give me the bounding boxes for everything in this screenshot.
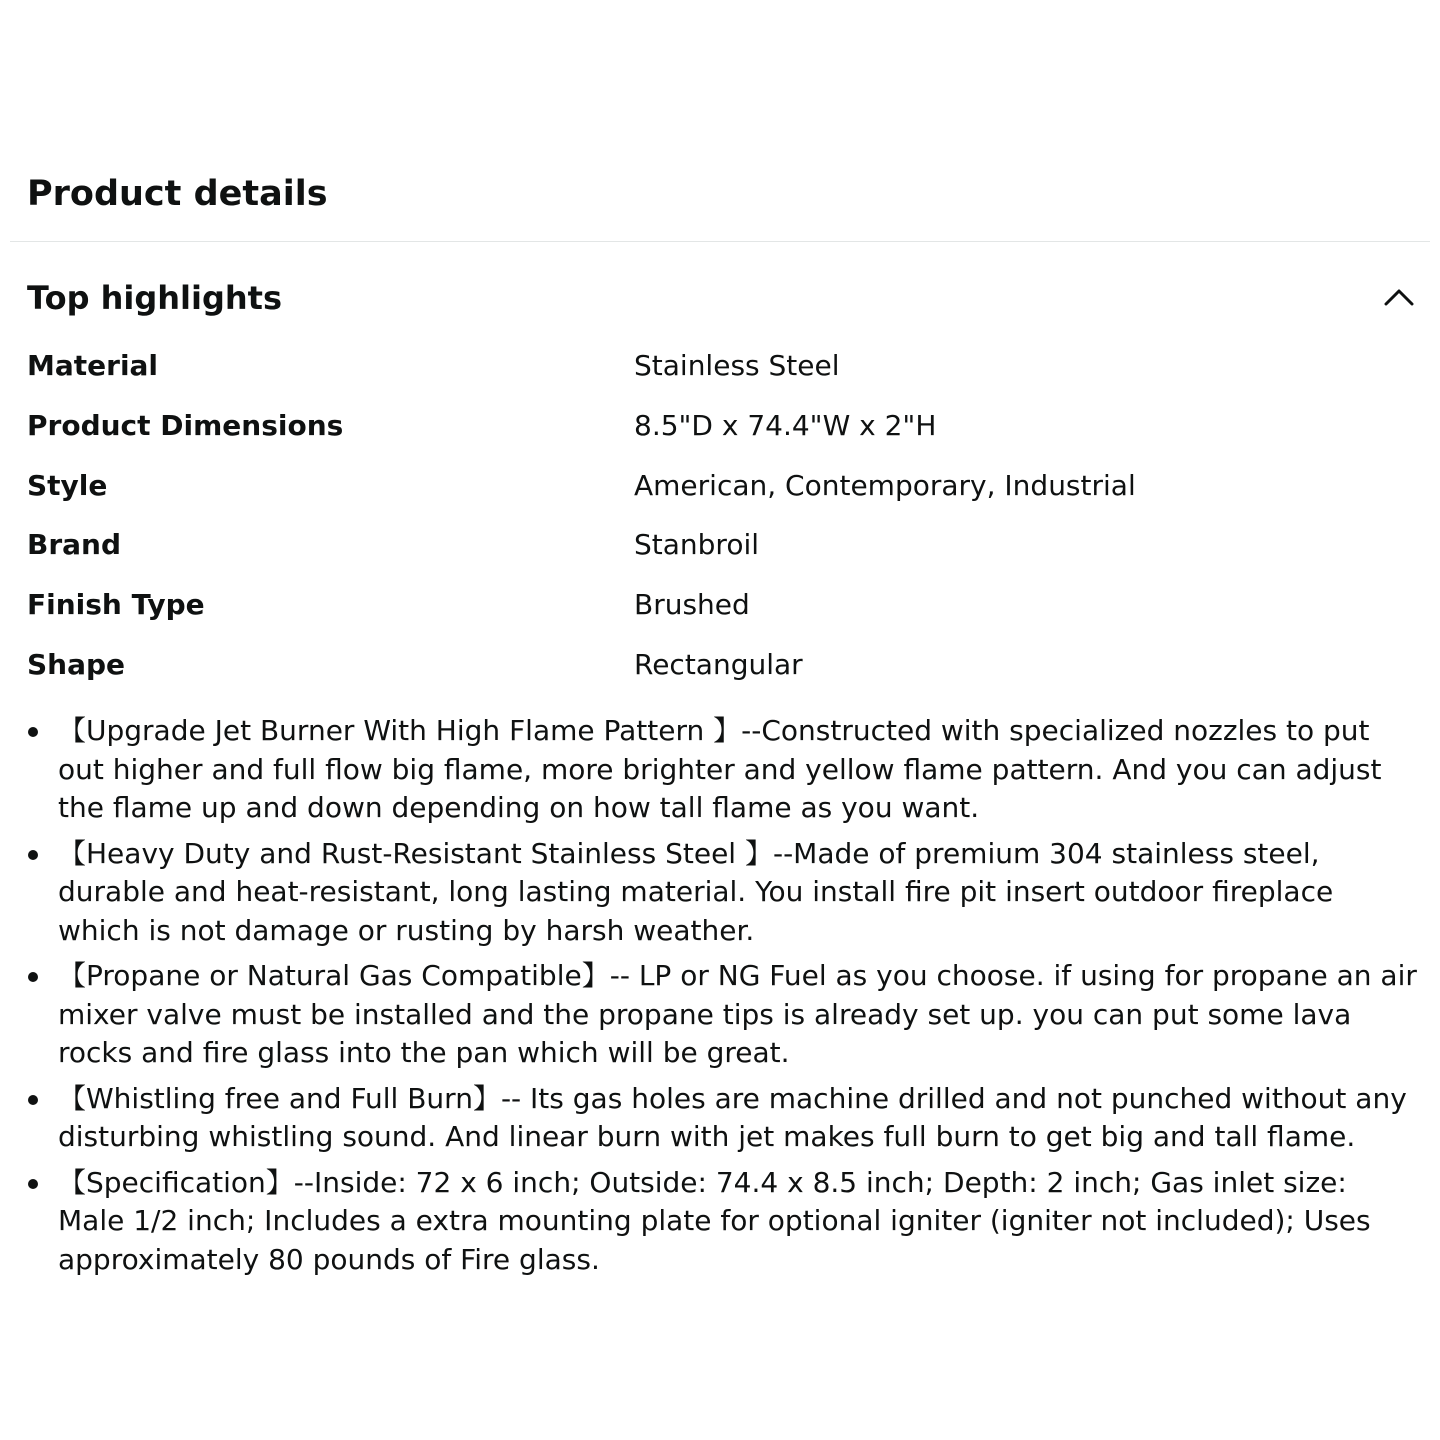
bullet-dot-icon: [28, 1095, 38, 1105]
attribute-name: Material: [27, 349, 159, 382]
feature-bullet: [58, 1080, 1420, 1157]
bullet-dot-icon: [28, 1179, 38, 1189]
feature-bullet-text: 【Whistling free and Full Burn】-- Its gas holes are machine drilled and not punched without any disturbing whistling sound. And linear burn with jet makes full burn to get big and tall flame.: [58, 1081, 1407, 1153]
attribute-name: Shape: [27, 647, 126, 681]
attribute-row-finish-type: [27, 575, 1417, 635]
attribute-name: Finish Type: [27, 588, 205, 622]
feature-bullet: [58, 957, 1420, 1073]
bullet-dot-icon: [28, 850, 38, 860]
attribute-row-product-dimensions: [27, 396, 1417, 456]
attribute-row-material: [27, 336, 1417, 396]
attribute-name: Brand: [27, 528, 122, 562]
attribute-name: Style: [27, 468, 108, 502]
bullet-dot-icon: [28, 972, 38, 982]
feature-bullet: [58, 712, 1420, 828]
attribute-value: Stainless Steel: [634, 349, 840, 382]
page-title: Product details: [27, 174, 328, 214]
feature-bullet-text: 【Propane or Natural Gas Compatible】-- LP or NG Fuel as you choose. if using for propane an air mixer valve must be installed and the propane tips is already set up. you can put some lava rocks and fire glass into the pan which will be great.: [58, 959, 1417, 1069]
top-highlights-toggle[interactable]: [27, 274, 1417, 322]
section-divider: [10, 241, 1430, 242]
bullet-dot-icon: [28, 727, 38, 737]
feature-bullet: [58, 1164, 1420, 1280]
feature-bullet-text: 【Heavy Duty and Rust-Resistant Stainless Steel 】--Made of premium 304 stainless steel, durable and heat-resistant, long lasting material. You install fire pit insert outdoor fireplace which is not damage or rusting by harsh weather.: [58, 836, 1334, 947]
attribute-value: Brushed: [634, 588, 750, 622]
highlights-table: [27, 336, 1417, 695]
attribute-name: Product Dimensions: [27, 408, 344, 442]
attribute-row-style: [27, 456, 1417, 516]
section-title: Top highlights: [27, 279, 283, 317]
attribute-row-shape: [27, 635, 1417, 695]
attribute-row-brand: [27, 515, 1417, 575]
attribute-value: Rectangular: [634, 647, 803, 681]
feature-bullet: [58, 835, 1420, 951]
attribute-value: 8.5"D x 74.4"W x 2"H: [634, 408, 937, 442]
attribute-value: Stanbroil: [634, 528, 760, 562]
chevron-up-icon[interactable]: [1381, 280, 1417, 316]
feature-bullets: [58, 712, 1420, 1286]
attribute-value: American, Contemporary, Industrial: [634, 468, 1136, 502]
feature-bullet-text: 【Specification】--Inside: 72 x 6 inch; Outside: 74.4 x 8.5 inch; Depth: 2 inch; Gas inlet size: Male 1/2 inch; Includes a extra mounting plate for optional igniter (igniter not included); Uses approximately 80 pounds of Fire glass.: [58, 1165, 1371, 1276]
feature-bullet-text: 【Upgrade Jet Burner With High Flame Pattern 】--Constructed with specialized nozzles to put out higher and full flow big flame, more brighter and yellow flame pattern. And you can adjust the flame up and down depending on how tall flame as you want.: [58, 714, 1382, 824]
